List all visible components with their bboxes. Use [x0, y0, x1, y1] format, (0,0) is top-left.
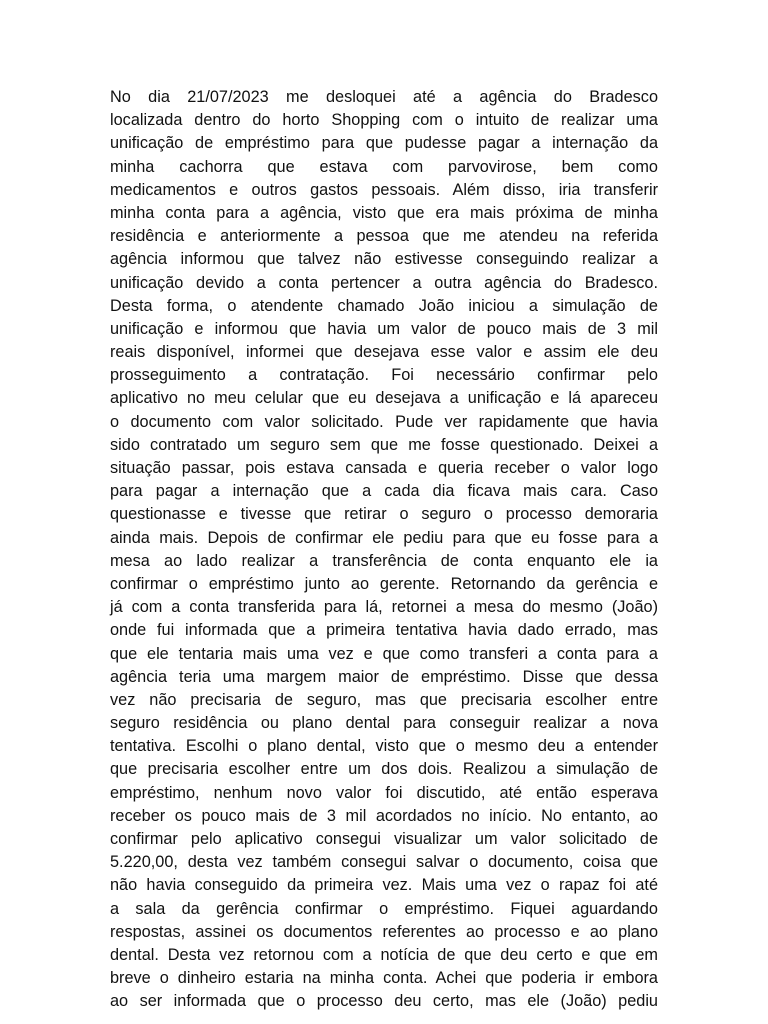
- text-line: Desta forma, o atendente chamado João iniciou a simulação de: [110, 296, 658, 315]
- text-line: confirmar o empréstimo junto ao gerente. Retornando da gerência e: [110, 574, 658, 593]
- text-line: o documento com valor solicitado. Pude ver rapidamente que havia: [110, 412, 658, 431]
- text-line: unificação devido a conta pertencer a outra agência do Bradesco.: [110, 273, 658, 292]
- text-line: a sala da gerência confirmar o empréstimo. Fiquei aguardando: [110, 899, 658, 918]
- text-line: confirmar pelo aplicativo consegui visualizar um valor solicitado de: [110, 830, 658, 848]
- text-line: ao ser informada que o processo deu certo, mas ele (João) pediu: [110, 992, 658, 1011]
- text-line: sido contratado um seguro sem que me fosse questionado. Deixei a: [110, 435, 658, 454]
- text-line: vez não precisaria de seguro, mas que precisaria escolher entre: [110, 690, 658, 709]
- body-paragraph: [110, 86, 658, 1014]
- text-line: receber os pouco mais de 3 mil acordados no início. No entanto, ao: [110, 806, 658, 825]
- text-line: reais disponível, informei que desejava esse valor e assim ele deu: [110, 343, 658, 362]
- text-line: não havia conseguido da primeira vez. Mais uma vez o rapaz foi até: [110, 876, 658, 895]
- text-line: 5.220,00, desta vez também consegui salvar o documento, coisa que: [110, 853, 658, 872]
- text-line: onde fui informada que a primeira tentativa havia dado errado, mas: [110, 621, 658, 640]
- text-line: já com a conta transferida para lá, retornei a mesa do mesmo (João): [110, 598, 658, 617]
- text-line: situação passar, pois estava cansada e queria receber o valor logo: [110, 459, 658, 477]
- text-line: localizada dentro do horto Shopping com o intuito de realizar uma: [110, 111, 658, 130]
- text-line: aplicativo no meu celular que eu desejava a unificação e lá apareceu: [110, 389, 658, 408]
- text-line: unificação de empréstimo para que pudesse pagar a internação da: [110, 134, 658, 153]
- text-line: empréstimo, nenhum novo valor foi discutido, até então esperava: [110, 783, 658, 802]
- text-line: prosseguimento a contratação. Foi necessário confirmar pelo: [110, 366, 658, 385]
- text-line: ainda mais. Depois de confirmar ele pediu para que eu fosse para a: [110, 528, 658, 547]
- text-line: unificação e informou que havia um valor de pouco mais de 3 mil: [110, 319, 658, 338]
- text-line: questionasse e tivesse que retirar o seguro o processo demoraria: [110, 505, 658, 524]
- text-line: residência e anteriormente a pessoa que me atendeu na referida: [110, 227, 658, 246]
- text-line: agência teria uma margem maior de empréstimo. Disse que dessa: [110, 667, 658, 686]
- text-line: para pagar a internação que a cada dia ficava mais cara. Caso: [110, 482, 658, 501]
- text-line: minha cachorra que estava com parvovirose, bem como: [110, 157, 658, 176]
- text-line: respostas, assinei os documentos referentes ao processo e ao plano: [110, 922, 658, 941]
- text-line: que ele tentaria mais uma vez e que como transferi a conta para a: [110, 644, 658, 663]
- text-line: seguro residência ou plano dental para conseguir realizar a nova: [110, 714, 658, 733]
- text-line: agência informou que talvez não estivesse conseguindo realizar a: [110, 250, 658, 269]
- text-line: mesa ao lado realizar a transferência de conta enquanto ele ia: [110, 551, 658, 570]
- text-line: tentativa. Escolhi o plano dental, visto que o mesmo deu a entender: [110, 737, 658, 756]
- text-line: dental. Desta vez retornou com a notícia de que deu certo e que em: [110, 945, 658, 964]
- text-line: que precisaria escolher entre um dos dois. Realizou a simulação de: [110, 760, 658, 779]
- text-line: No dia 21/07/2023 me desloquei até a agência do Bradesco: [110, 88, 658, 106]
- text-line: breve o dinheiro estaria na minha conta. Achei que poderia ir embora: [110, 969, 658, 988]
- text-line: minha conta para a agência, visto que era mais próxima de minha: [110, 203, 658, 222]
- text-line: medicamentos e outros gastos pessoais. Além disso, iria transferir: [110, 180, 658, 199]
